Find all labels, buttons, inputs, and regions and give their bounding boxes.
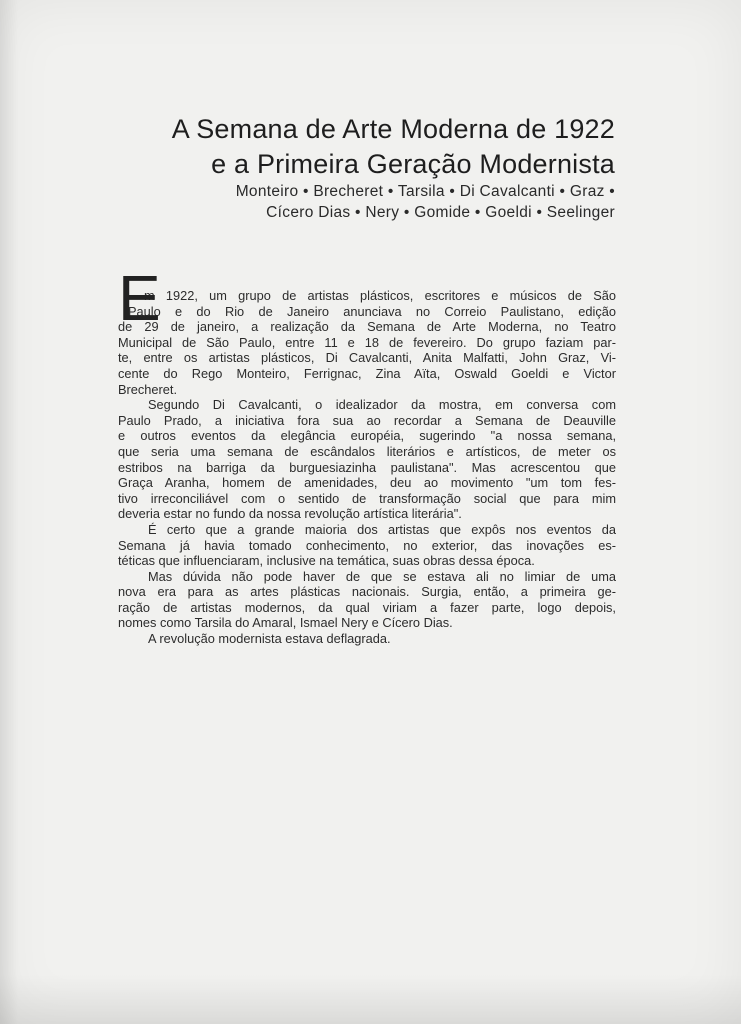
page-title: [55, 112, 615, 182]
artist-list: [55, 181, 615, 223]
page-bottom-shadow: [0, 974, 741, 1024]
body-line: Mas dúvida não pode haver de que se estava ali no limiar de uma: [148, 568, 616, 584]
body-line: Municipal de São Paulo, entre 11 e 18 de fevereiro. Do grupo faziam par-: [118, 334, 616, 350]
body-line: ração de artistas modernos, da qual viriam a fazer parte, logo depois,: [118, 599, 616, 615]
title-line-1: A Semana de Arte Moderna de 1922: [171, 114, 615, 144]
artist-list-line-1: Monteiro • Brecheret • Tarsila • Di Cavalcanti • Graz •: [235, 183, 615, 200]
body-line: deveria estar no fundo da nossa revolução artística literária".: [118, 506, 462, 522]
body-line: estribos na barriga da burguesiazinha paulistana". Mas acrescentou que: [118, 459, 616, 475]
title-line-2: e a Primeira Geração Modernista: [211, 149, 615, 179]
body-line: É certo que a grande maioria dos artistas que expôs nos eventos da: [148, 521, 616, 537]
artist-list-line-2: Cícero Dias • Nery • Gomide • Goeldi • Seelinger: [266, 204, 615, 221]
body-line: que seria uma semana de escândalos literários e artísticos, de meter os: [118, 443, 616, 459]
body-line: Graça Aranha, homem de amenidades, deu ao movimento "um tom fes-: [118, 475, 616, 491]
body-line: tivo irreconciliável com o sentido de transformação social que para mim: [118, 490, 616, 506]
body-line: Brecheret.: [118, 381, 178, 397]
body-line: e outros eventos da elegância européia, sugerindo "a nossa semana,: [118, 428, 616, 444]
body-line: m 1922, um grupo de artistas plásticos, escritores e músicos de São: [144, 288, 616, 303]
article-body: [118, 262, 616, 647]
body-line: Paulo e do Rio de Janeiro anunciava no Correio Paulistano, edição: [128, 303, 616, 319]
body-line: Paulo Prado, a iniciativa fora sua ao recordar a Semana de Deauville: [118, 412, 616, 428]
body-line: cente do Rego Monteiro, Ferrignac, Zina Aïta, Oswald Goeldi e Victor: [118, 365, 616, 381]
body-line: Segundo Di Cavalcanti, o idealizador da mostra, em conversa com: [148, 397, 616, 413]
drop-cap: E: [118, 262, 161, 334]
page-edge-shadow: [0, 0, 18, 1024]
body-line: téticas que influenciaram, inclusive na temática, suas obras dessa época.: [118, 553, 535, 569]
body-line: Semana já havia tomado conhecimento, no exterior, das inovações es-: [118, 537, 616, 553]
body-line: te, entre os artistas plásticos, Di Cavalcanti, Anita Malfatti, John Graz, Vi-: [118, 350, 616, 366]
body-line: nova era para as artes plásticas nacionais. Surgia, então, a primeira ge-: [118, 584, 616, 600]
body-line: de 29 de janeiro, a realização da Semana de Arte Moderna, no Teatro: [118, 319, 616, 335]
body-line: nomes como Tarsila do Amaral, Ismael Nery e Cícero Dias.: [118, 615, 453, 631]
body-line: A revolução modernista estava deflagrada.: [148, 631, 391, 647]
